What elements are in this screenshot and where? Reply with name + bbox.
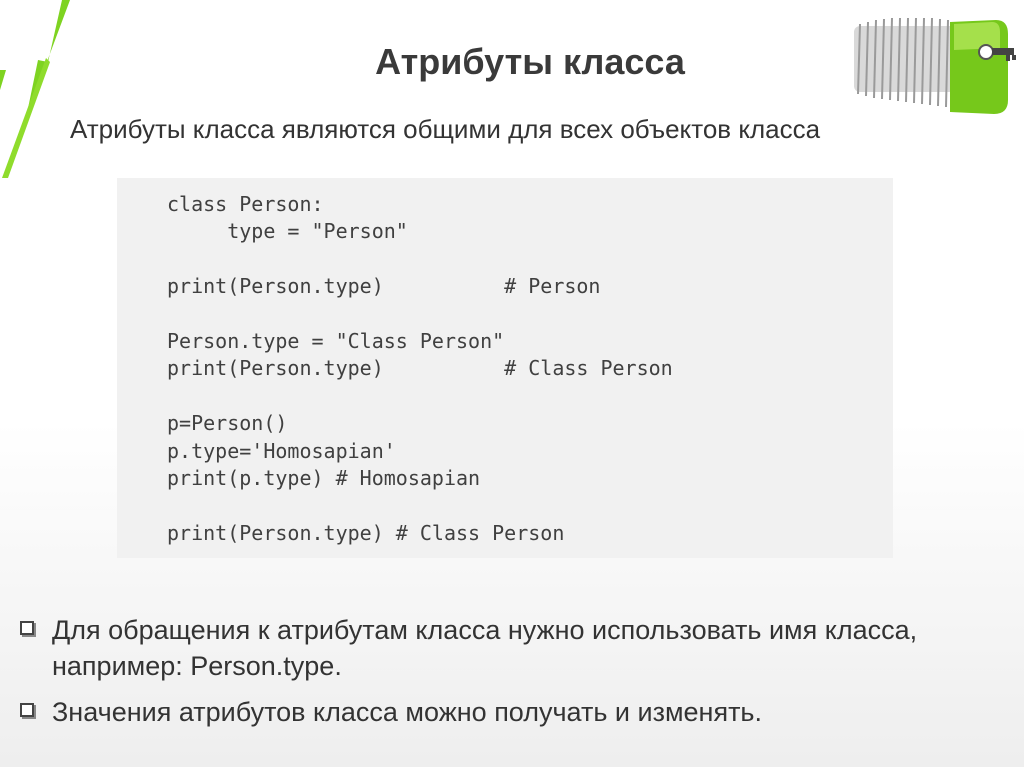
code-line: p=Person() [167, 411, 288, 436]
slide-title: Атрибуты класса [375, 41, 685, 82]
code-lines [167, 191, 673, 547]
code-line: print(Person.type) # Class Person [167, 356, 673, 381]
bullet-item [20, 612, 1010, 684]
code-line [167, 246, 673, 273]
bullet-text: Значения атрибутов класса можно получать и изменять. [52, 697, 763, 727]
code-line: class Person: [167, 192, 324, 216]
checkbox-bullet-icon [20, 621, 34, 635]
code-line: print(p.type) # Homosapian [167, 465, 481, 490]
code-line: type = "Person" [167, 219, 408, 244]
checkbox-bullet-icon [20, 703, 34, 717]
bullet-list [20, 612, 1010, 740]
code-line: print(Person.type) # Person [167, 274, 601, 299]
bullet-text: Для обращения к атрибутам класса нужно использовать имя класса, например: Person.type. [52, 615, 918, 681]
lightning-bolt-icon [0, 0, 80, 200]
code-line [167, 301, 673, 328]
bullet-item [20, 694, 1010, 730]
code-block [117, 178, 893, 558]
code-line [167, 492, 673, 519]
code-line: Person.type = "Class Person" [167, 328, 505, 353]
code-line: p.type='Homosapian' [167, 438, 396, 463]
slide-subtitle: Атрибуты класса являются общими для всех объектов класса [70, 114, 821, 144]
code-line: print(Person.type) # Class Person [167, 520, 565, 545]
code-line [167, 383, 673, 410]
